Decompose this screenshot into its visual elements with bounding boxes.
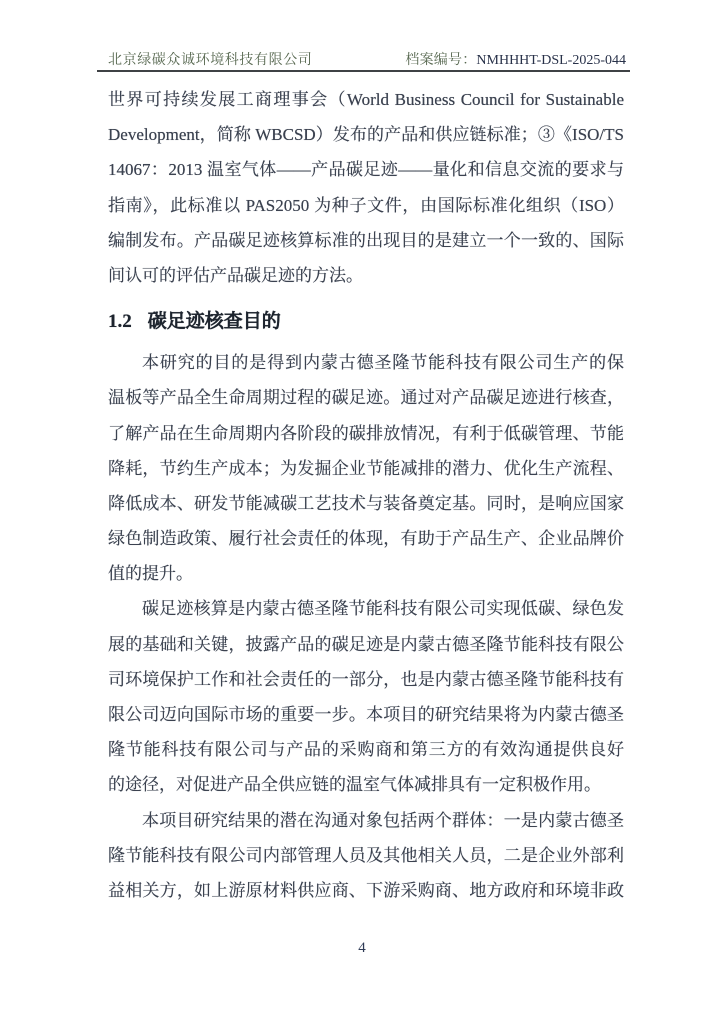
paragraph bbox=[108, 345, 624, 591]
text-line: 绿色制造政策、履行社会责任的体现，有助于产品生产、企业品牌价 bbox=[108, 529, 624, 549]
page-header bbox=[108, 49, 626, 69]
text-line: 间认可的评估产品碳足迹的方法。 bbox=[108, 265, 363, 285]
file-number-label: 档案编号： bbox=[405, 53, 477, 68]
file-number-value: NMHHHT-DSL-2025-044 bbox=[476, 53, 626, 68]
text-line: 降低成本、研发节能减碳工艺技术与装备奠定基。同时，是响应国家 bbox=[108, 493, 624, 513]
text-line: 编制发布。产品碳足迹核算标准的出现目的是建立一个一致的、国际 bbox=[108, 230, 624, 250]
header-rule bbox=[97, 70, 630, 72]
text-line: 14067：2013 温室气体——产品碳足迹——量化和信息交流的要求与 bbox=[108, 160, 624, 180]
text-line: 本项目研究结果的潜在沟通对象包括两个群体：一是内蒙古德圣 bbox=[142, 810, 624, 830]
text-line: 温板等产品全生命周期过程的碳足迹。通过对产品碳足迹进行核查， bbox=[108, 388, 624, 408]
header-company-name: 北京绿碳众诚环境科技有限公司 bbox=[108, 53, 313, 68]
header-file-info bbox=[405, 49, 626, 69]
paragraph bbox=[108, 803, 624, 909]
paragraph bbox=[108, 82, 624, 293]
text-line: 本研究的目的是得到内蒙古德圣隆节能科技有限公司生产的保 bbox=[142, 353, 624, 373]
text-line: 世界可持续发展工商理事会（World Business Council for Sustainable bbox=[108, 90, 624, 109]
text-line: 了解产品在生命周期内各阶段的碳排放情况，有利于低碳管理、节能 bbox=[108, 423, 624, 443]
text-line: 的途径，对促进产品全供应链的温室气体减排具有一定积极作用。 bbox=[108, 775, 601, 795]
text-line: 益相关方，如上游原材料供应商、下游采购商、地方政府和环境非政 bbox=[108, 880, 624, 900]
text-line: 司环境保护工作和社会责任的一部分，也是内蒙古德圣隆节能科技有 bbox=[108, 669, 624, 689]
page-number: 4 bbox=[358, 940, 366, 956]
text-line: 隆节能科技有限公司内部管理人员及其他相关人员，二是企业外部利 bbox=[108, 845, 624, 865]
paragraph bbox=[108, 591, 624, 802]
text-line: 限公司迈向国际市场的重要一步。本项目的研究结果将为内蒙古德圣 bbox=[108, 705, 624, 724]
text-line: 值的提升。 bbox=[108, 564, 193, 584]
section-number: 1.2 bbox=[108, 311, 132, 333]
section-heading bbox=[108, 303, 624, 341]
text-line: 降耗，节约生产成本；为发掘企业节能减排的潜力、优化生产流程、 bbox=[108, 458, 624, 478]
section-title: 碳足迹核查目的 bbox=[147, 311, 281, 333]
text-line: Development，简称 WBCSD）发布的产品和供应链标准；③《ISO/TS bbox=[108, 125, 624, 145]
text-line: 隆节能科技有限公司与产品的采购商和第三方的有效沟通提供良好 bbox=[108, 740, 624, 760]
text-line: 碳足迹核算是内蒙古德圣隆节能科技有限公司实现低碳、绿色发 bbox=[142, 599, 624, 619]
text-line: 指南》，此标准以 PAS2050 为种子文件，由国际标准化组织（ISO） bbox=[108, 195, 624, 215]
text-line: 展的基础和关键，披露产品的碳足迹是内蒙古德圣隆节能科技有限公 bbox=[108, 634, 624, 654]
document-body bbox=[108, 82, 624, 908]
